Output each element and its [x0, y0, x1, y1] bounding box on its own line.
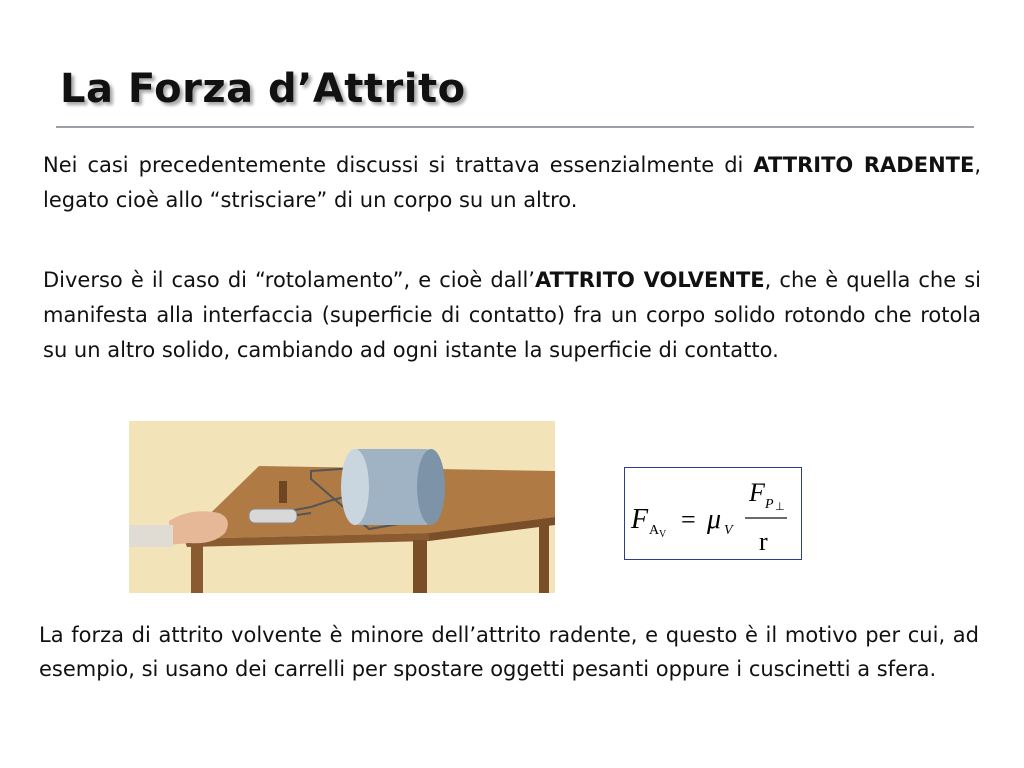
paragraph-conclusion: La forza di attrito volvente è minore dell’attrito radente, e questo è il motivo per cui, ad esempio, si usano dei carrelli per spostare oggetti pesanti oppure i cuscinetti a sfera.: [39, 623, 979, 681]
rolling-friction-experiment-illustration: [129, 421, 555, 593]
formula-denominator-r: r: [759, 527, 768, 556]
paragraph-radente-text-1: Nei casi precedentemente discussi si trattava essenzialmente di: [43, 153, 754, 177]
formula-numerator-perp: ⊥: [775, 501, 785, 513]
formula-mu-sub-v: V: [724, 523, 733, 538]
formula-lhs-f: F: [631, 504, 649, 535]
formula-numerator-sub-p: P: [765, 497, 774, 512]
paragraph-radente-text-2: , legato cioè allo “strisciare” di un corpo su un altro.: [43, 153, 982, 212]
formula-numerator-f: F: [749, 478, 765, 507]
term-attrito-radente: ATTRITO RADENTE: [753, 153, 975, 177]
paragraph-volvente-text-2: , che è quella che si manifesta alla interfaccia (superficie di contatto) fra un corpo solido rotondo che rotola su un altro solido, cambiando ad ogni istante la superficie di contatto.: [43, 268, 981, 362]
paragraph-radente: [43, 148, 981, 218]
slide-title: La Forza d’Attrito: [60, 66, 466, 112]
formula-lhs-sub-v: V: [659, 529, 667, 540]
title-divider: [56, 126, 974, 128]
formula-equals: =: [681, 505, 696, 534]
rolling-friction-formula: [624, 467, 802, 560]
term-attrito-volvente: ATTRITO VOLVENTE: [534, 268, 765, 292]
formula-lhs-sub-a: A: [649, 523, 660, 538]
paragraph-volvente-text-1: Diverso è il caso di “rotolamento”, e cioè dall’: [43, 268, 535, 292]
formula-mu: μ: [707, 504, 722, 535]
paragraph-volvente: [43, 263, 981, 368]
